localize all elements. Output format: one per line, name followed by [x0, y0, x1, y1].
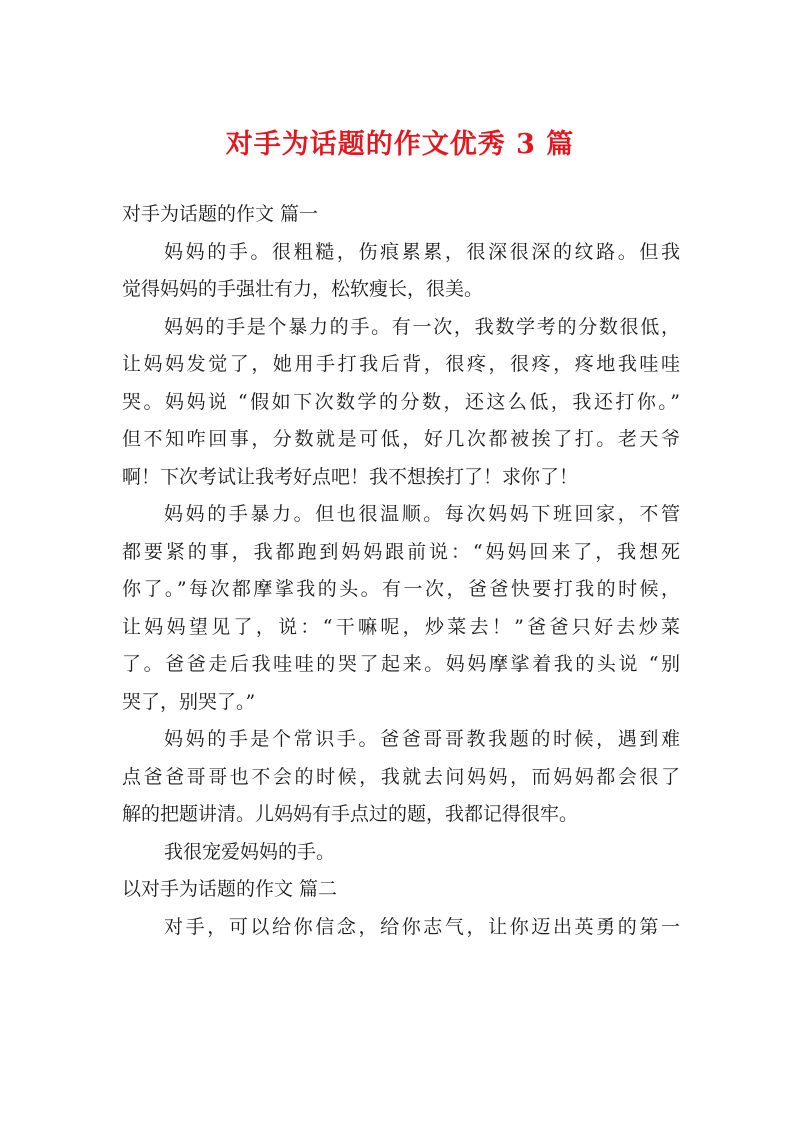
section-heading: 对手为话题的作文 篇一 — [122, 203, 319, 225]
text-line: 你了。”每次都摩挲我的头。有一次，爸爸快要打我的时候， — [122, 578, 680, 600]
text-line: 哭了，别哭了。” — [122, 690, 256, 713]
text-line: 让妈妈望见了，说：“干嘛呢，炒菜去！”爸爸只好去炒菜 — [122, 615, 680, 638]
text-line: 都要紧的事，我都跑到妈妈跟前说：“妈妈回来了，我想死 — [122, 540, 680, 563]
document-body — [122, 196, 680, 946]
text-line: 妈妈的手是个常识手。爸爸哥哥教我题的时候，遇到难 — [164, 728, 680, 750]
text-line: 哭。妈妈说 “假如下次数学的分数，还这么低，我还打你。” — [122, 390, 680, 413]
text-line: 妈妈的手暴力。但也很温顺。每次妈妈下班回家，不管 — [164, 503, 680, 525]
text-line: 我很宠爱妈妈的手。 — [164, 840, 336, 863]
section-heading: 以对手为话题的作文 篇二 — [122, 878, 338, 900]
text-line: 妈妈的手是个暴力的手。有一次，我数学考的分数很低， — [164, 315, 680, 338]
text-line: 让妈妈发觉了，她用手打我后背，很疼，很疼，疼地我哇哇 — [122, 353, 680, 375]
text-line: 点爸爸哥哥也不会的时候，我就去问妈妈，而妈妈都会很了 — [122, 765, 680, 788]
text-line: 妈妈的手。很粗糙，伤痕累累，很深很深的纹路。但我 — [164, 240, 680, 263]
text-line: 但不知咋回事，分数就是可低，好几次都被挨了打。老天爷 — [122, 428, 680, 450]
text-line: 解的把题讲清。儿妈妈有手点过的题，我都记得很牢。 — [122, 803, 579, 825]
text-line: 对手，可以给你信念，给你志气，让你迈出英勇的第一 — [164, 915, 680, 938]
document-title: 对手为话题的作文优秀 3 篇 — [225, 129, 575, 160]
text-line: 觉得妈妈的手强壮有力，松软瘦长，很美。 — [122, 278, 484, 300]
text-line: 啊！下次考试让我考好点吧！我不想挨打了！求你了！ — [122, 465, 579, 488]
text-line: 了。爸爸走后我哇哇的哭了起来。妈妈摩挲着我的头说 “别 — [122, 653, 680, 675]
